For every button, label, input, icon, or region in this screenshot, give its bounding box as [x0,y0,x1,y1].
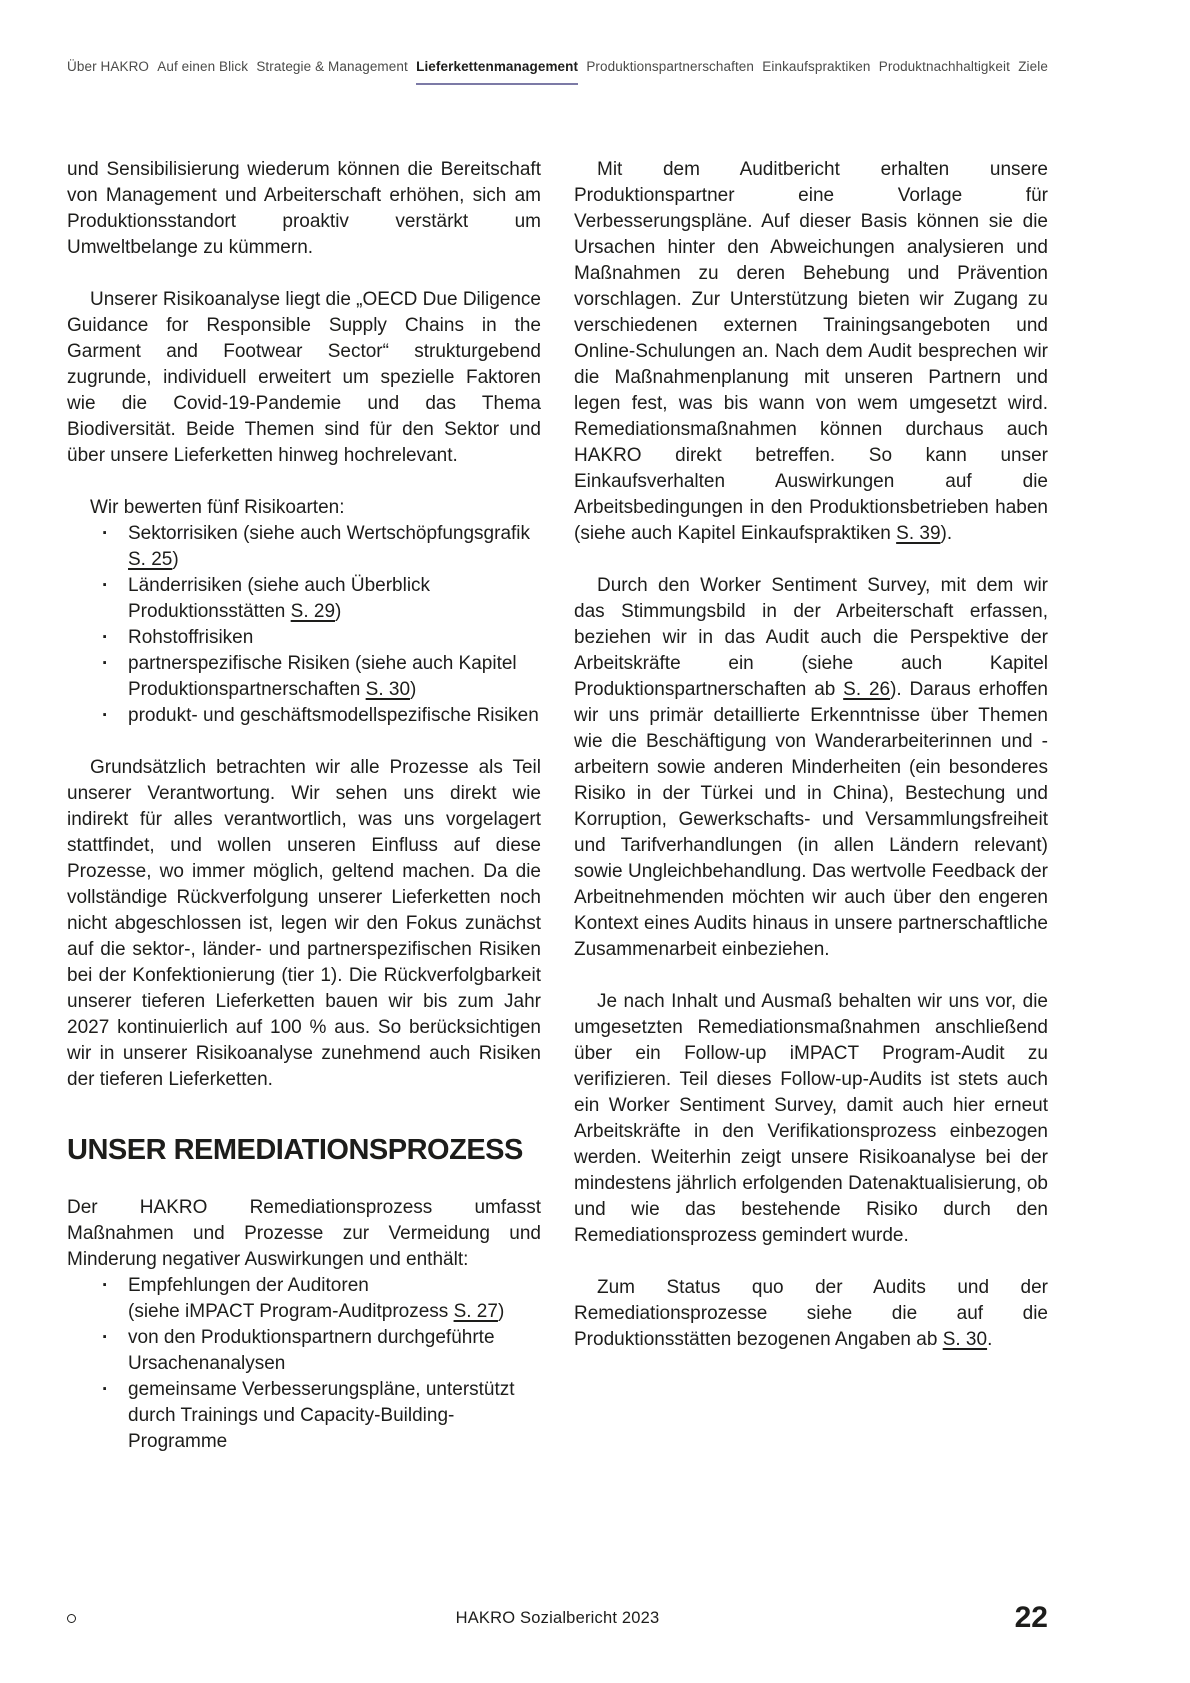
paragraph: und Sensibilisierung wiederum können die Bereitschaft von Management und Arbeiterschaft erhöhen, sich am Produktionsstandort proaktiv verstärkt um Umweltbelange zu kümmern. [67,159,541,258]
list-item: · Sektorrisiken (siehe auch Wertschöpfungsgrafik S. 25) [100,521,541,573]
page-footer [67,1603,1048,1633]
page-number: 22 [1014,1601,1048,1634]
nav-item-lieferkettenmanagement[interactable]: Lieferkettenmanagement [416,58,578,85]
paragraph: Wir bewerten fünf Risikoarten: [90,497,345,518]
page-body [67,157,1048,1481]
list-item: · von den Produktionspartnern durchgeführte Ursachenanalysen [100,1325,541,1377]
page-reference-link[interactable]: S. 26 [843,679,891,700]
page-reference-link[interactable]: S. 29 [290,601,336,622]
page-reference-link[interactable]: S. 39 [896,523,941,544]
list-item: · Länderrisiken (siehe auch Überblick Produktionsstätten S. 29) [100,573,541,625]
page-reference-link[interactable]: S. 27 [453,1301,498,1322]
nav-item-ziele[interactable]: Ziele [1018,59,1048,74]
bullet-list [67,521,541,729]
list-item: · partnerspezifische Risiken (siehe auch Kapitel Produktionspartnerschaften S. 30) [100,651,541,703]
footer-circle-icon [67,1614,76,1623]
nav-item-strategie-management[interactable]: Strategie & Management [256,59,408,74]
nav-item-produktnachhaltigkeit[interactable]: Produktnachhaltigkeit [878,59,1010,74]
nav-item-einkaufspraktiken[interactable]: Einkaufspraktiken [762,59,871,74]
nav-item-über-hakro[interactable]: Über HAKRO [67,59,150,74]
content-container [67,0,1048,1481]
list-item: · Empfehlungen der Auditoren (siehe iMPACT Program-Auditprozess S. 27) [100,1273,541,1325]
paragraph: Grundsätzlich betrachten wir alle Prozesse als Teil unserer Verantwortung. Wir sehen uns direkt wie indirekt für alles verantwortlich, was uns vorgelagert stattfindet, und wollen unseren Einfluss auf diese Prozesse, wo immer möglich, geltend machen. Da die vollständige Rückverfolgung unserer Lieferketten noch nicht abgeschlossen ist, legen wir den Fokus zunächst auf die sektor-, länder- und partnerspezifischen Risiken bei der Konfektionierung (tier 1). Die Rückverfolgbarkeit unserer tieferen Lieferketten bauen wir bis zum Jahr 2027 kontinuierlich auf 100 % aus. So berücksichtigen wir in unserer Risikoanalyse zunehmend auch Risiken der tieferen Lieferketten. [67,757,541,1090]
report-title: HAKRO Sozialbericht 2023 [455,1608,660,1627]
paragraph: Der HAKRO Remediationsprozess umfasst Maßnahmen und Prozesse zur Vermeidung und Minderung negativer Auswirkungen und enthält: [67,1197,541,1270]
nav-item-auf-einen-blick[interactable]: Auf einen Blick [157,59,249,74]
paragraph: Mit dem Auditbericht erhalten unsere Produktionspartner eine Vorlage für Verbesserungspläne. Auf dieser Basis können sie die Ursachen hinter den Abweichungen analysieren und Maßnahmen zu deren Behebung und Prävention vorschlagen. Zur Unterstützung bieten wir Zugang zu verschiedenen externen Trainingsangeboten und Online-Schulungen an. Nach dem Audit besprechen wir die Maßnahmenplanung mit unseren Partnern und legen fest, was bis wann von wem umgesetzt wird. Remediationsmaßnahmen können durchaus auch HAKRO direkt betreffen. So kann unser Einkaufsverhalten Auswirkungen auf die Arbeitsbedingungen in den Produktionsbetrieben haben (siehe auch Kapitel Einkaufspraktiken S. 39). [574,159,1048,544]
list-item: · produkt- und geschäftsmodellspezifische Risiken [100,703,541,729]
paragraph: Zum Status quo der Audits und der Remediationsprozesse siehe die auf die Produktionsstätten bezogenen Angaben ab S. 30. [574,1277,1048,1350]
page-reference-link[interactable]: S. 30 [942,1329,988,1350]
paragraph: Unserer Risikoanalyse liegt die „OECD Due Diligence Guidance for Responsible Supply Chains in the Garment and Footwear Sector“ strukturgebend zugrunde, individuell erweitert um spezielle Faktoren wie die Covid-19-Pandemie und das Thema Biodiversität. Beide Themen sind für den Sektor und über unsere Lieferketten hinweg hochrelevant. [67,289,541,466]
page-reference-link[interactable]: S. 25 [128,549,173,570]
paragraph: Durch den Worker Sentiment Survey, mit dem wir das Stimmungsbild in der Arbeiterschaft erfassen, beziehen wir in das Audit auch die Perspektive der Arbeitskräfte ein (siehe auch Kapitel Produktionspartnerschaften ab S. 26). Daraus erhoffen wir uns primär detaillierte Erkenntnisse über Themen wie die Beschäftigung von Wanderarbeiterinnen und -arbeitern sowie anderen Minderheiten (ein besonderes Risiko in der Türkei und in China), Bestechung und Korruption, Gewerkschafts- und Versammlungsfreiheit und Tarifverhandlungen (in allen Ländern relevant) sowie Ungleichbehandlung. Das wertvolle Feedback der Arbeitnehmenden möchten wir auch über den engeren Kontext eines Audits hinaus in unsere partnerschaftliche Zusammenarbeit einbeziehen. [574,575,1048,960]
section-heading: UNSER REMEDIATIONSPROZESS [67,1134,523,1166]
page-reference-link[interactable]: S. 30 [365,679,411,700]
bullet-list [67,1273,541,1455]
top-nav [67,0,1048,85]
right-column [574,157,1048,1481]
paragraph: Je nach Inhalt und Ausmaß behalten wir uns vor, die umgesetzten Remediationsmaßnahmen anschließend über ein Follow-up iMPACT Program-Audit zu verifizieren. Teil dieses Follow-up-Audits ist stets auch ein Worker Sentiment Survey, damit auch hier erneut Arbeitskräfte in den Verifikationsprozess einbezogen werden. Weiterhin zeigt unsere Risikoanalyse bei der mindestens jährlich erfolgenden Datenaktualisierung, ob und wie das bestehende Risiko durch den Remediationsprozess gemindert wurde. [574,991,1048,1246]
list-item: · gemeinsame Verbesserungspläne, unterstützt durch Trainings und Capacity-Building-Programme [100,1377,541,1455]
list-item: · Rohstoffrisiken [100,625,541,651]
nav-item-produktionspartnerschaften[interactable]: Produktionspartnerschaften [586,59,755,74]
left-column [67,157,541,1481]
